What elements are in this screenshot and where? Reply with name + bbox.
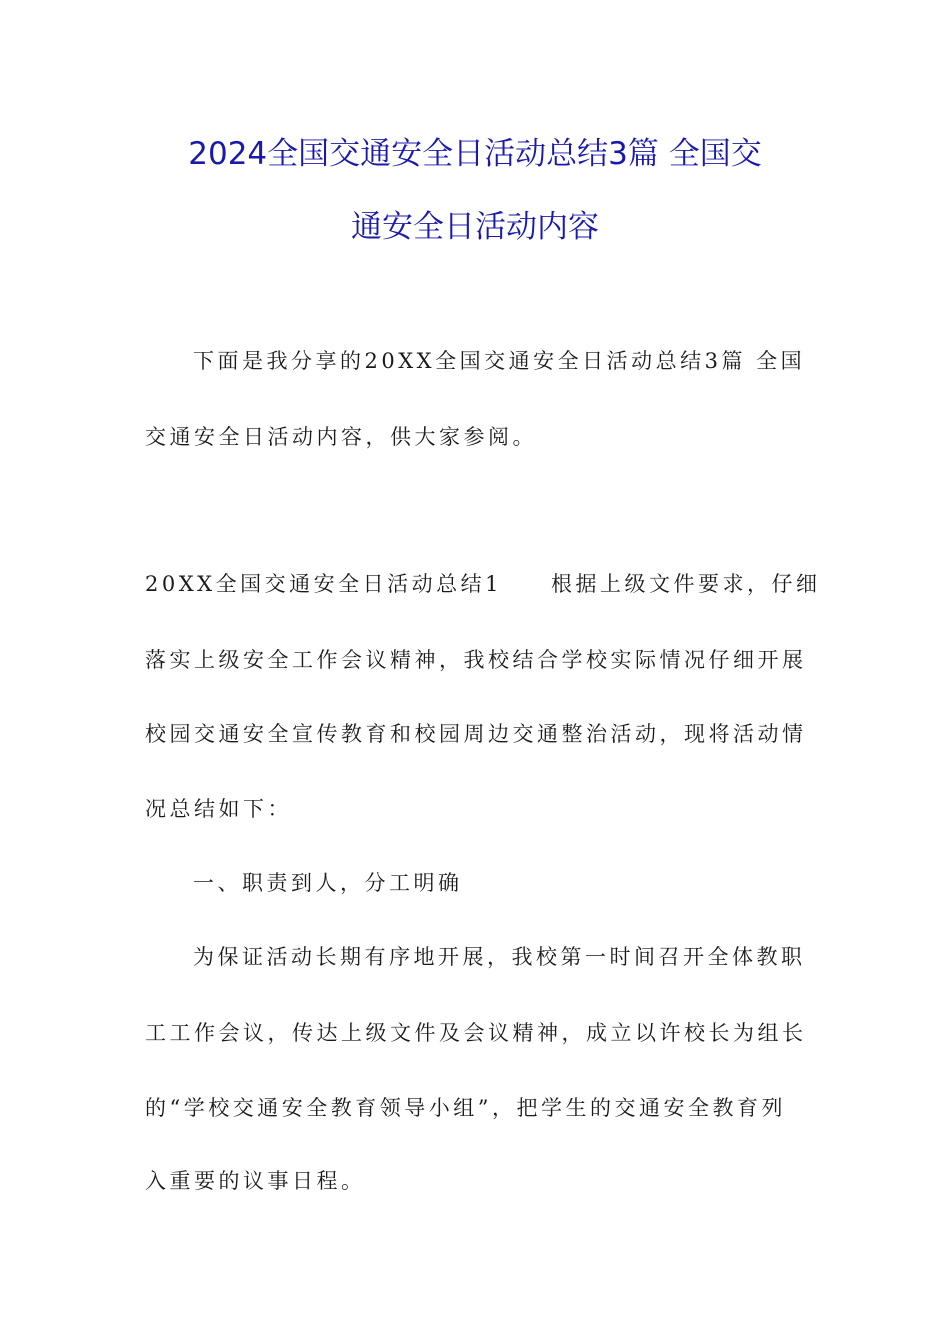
document-title-line-1: 2024全国交通安全日活动总结3篇 全国交 (188, 136, 762, 172)
summary-1-line-3: 校园交通安全宣传教育和校园周边交通整治活动，现将活动情 (145, 722, 807, 746)
summary-1-line-4: 况总结如下： (145, 797, 292, 821)
summary-1-line-2: 落实上级安全工作会议精神，我校结合学校实际情况仔细开展 (145, 648, 807, 672)
section-1-line-2: 工工作会议，传达上级文件及会议精神，成立以许校长为组长 (145, 1021, 807, 1045)
section-heading-1: 一、职责到人，分工明确 (193, 871, 463, 895)
section-1-line-3: 的“学校交通安全教育领导小组”，把学生的交通安全教育列 (145, 1096, 786, 1120)
document-title-line-2: 通安全日活动内容 (351, 209, 599, 245)
section-1-line-4: 入重要的议事日程。 (145, 1169, 366, 1193)
intro-line-1: 下面是我分享的20XX全国交通安全日活动总结3篇 全国 (193, 349, 806, 373)
summary-1-line-1: 20XX全国交通安全日活动总结1 根据上级文件要求，仔细 (145, 572, 821, 596)
intro-line-2: 交通安全日活动内容，供大家参阅。 (145, 425, 537, 449)
section-1-line-1: 为保证活动长期有序地开展，我校第一时间召开全体教职 (193, 945, 806, 969)
